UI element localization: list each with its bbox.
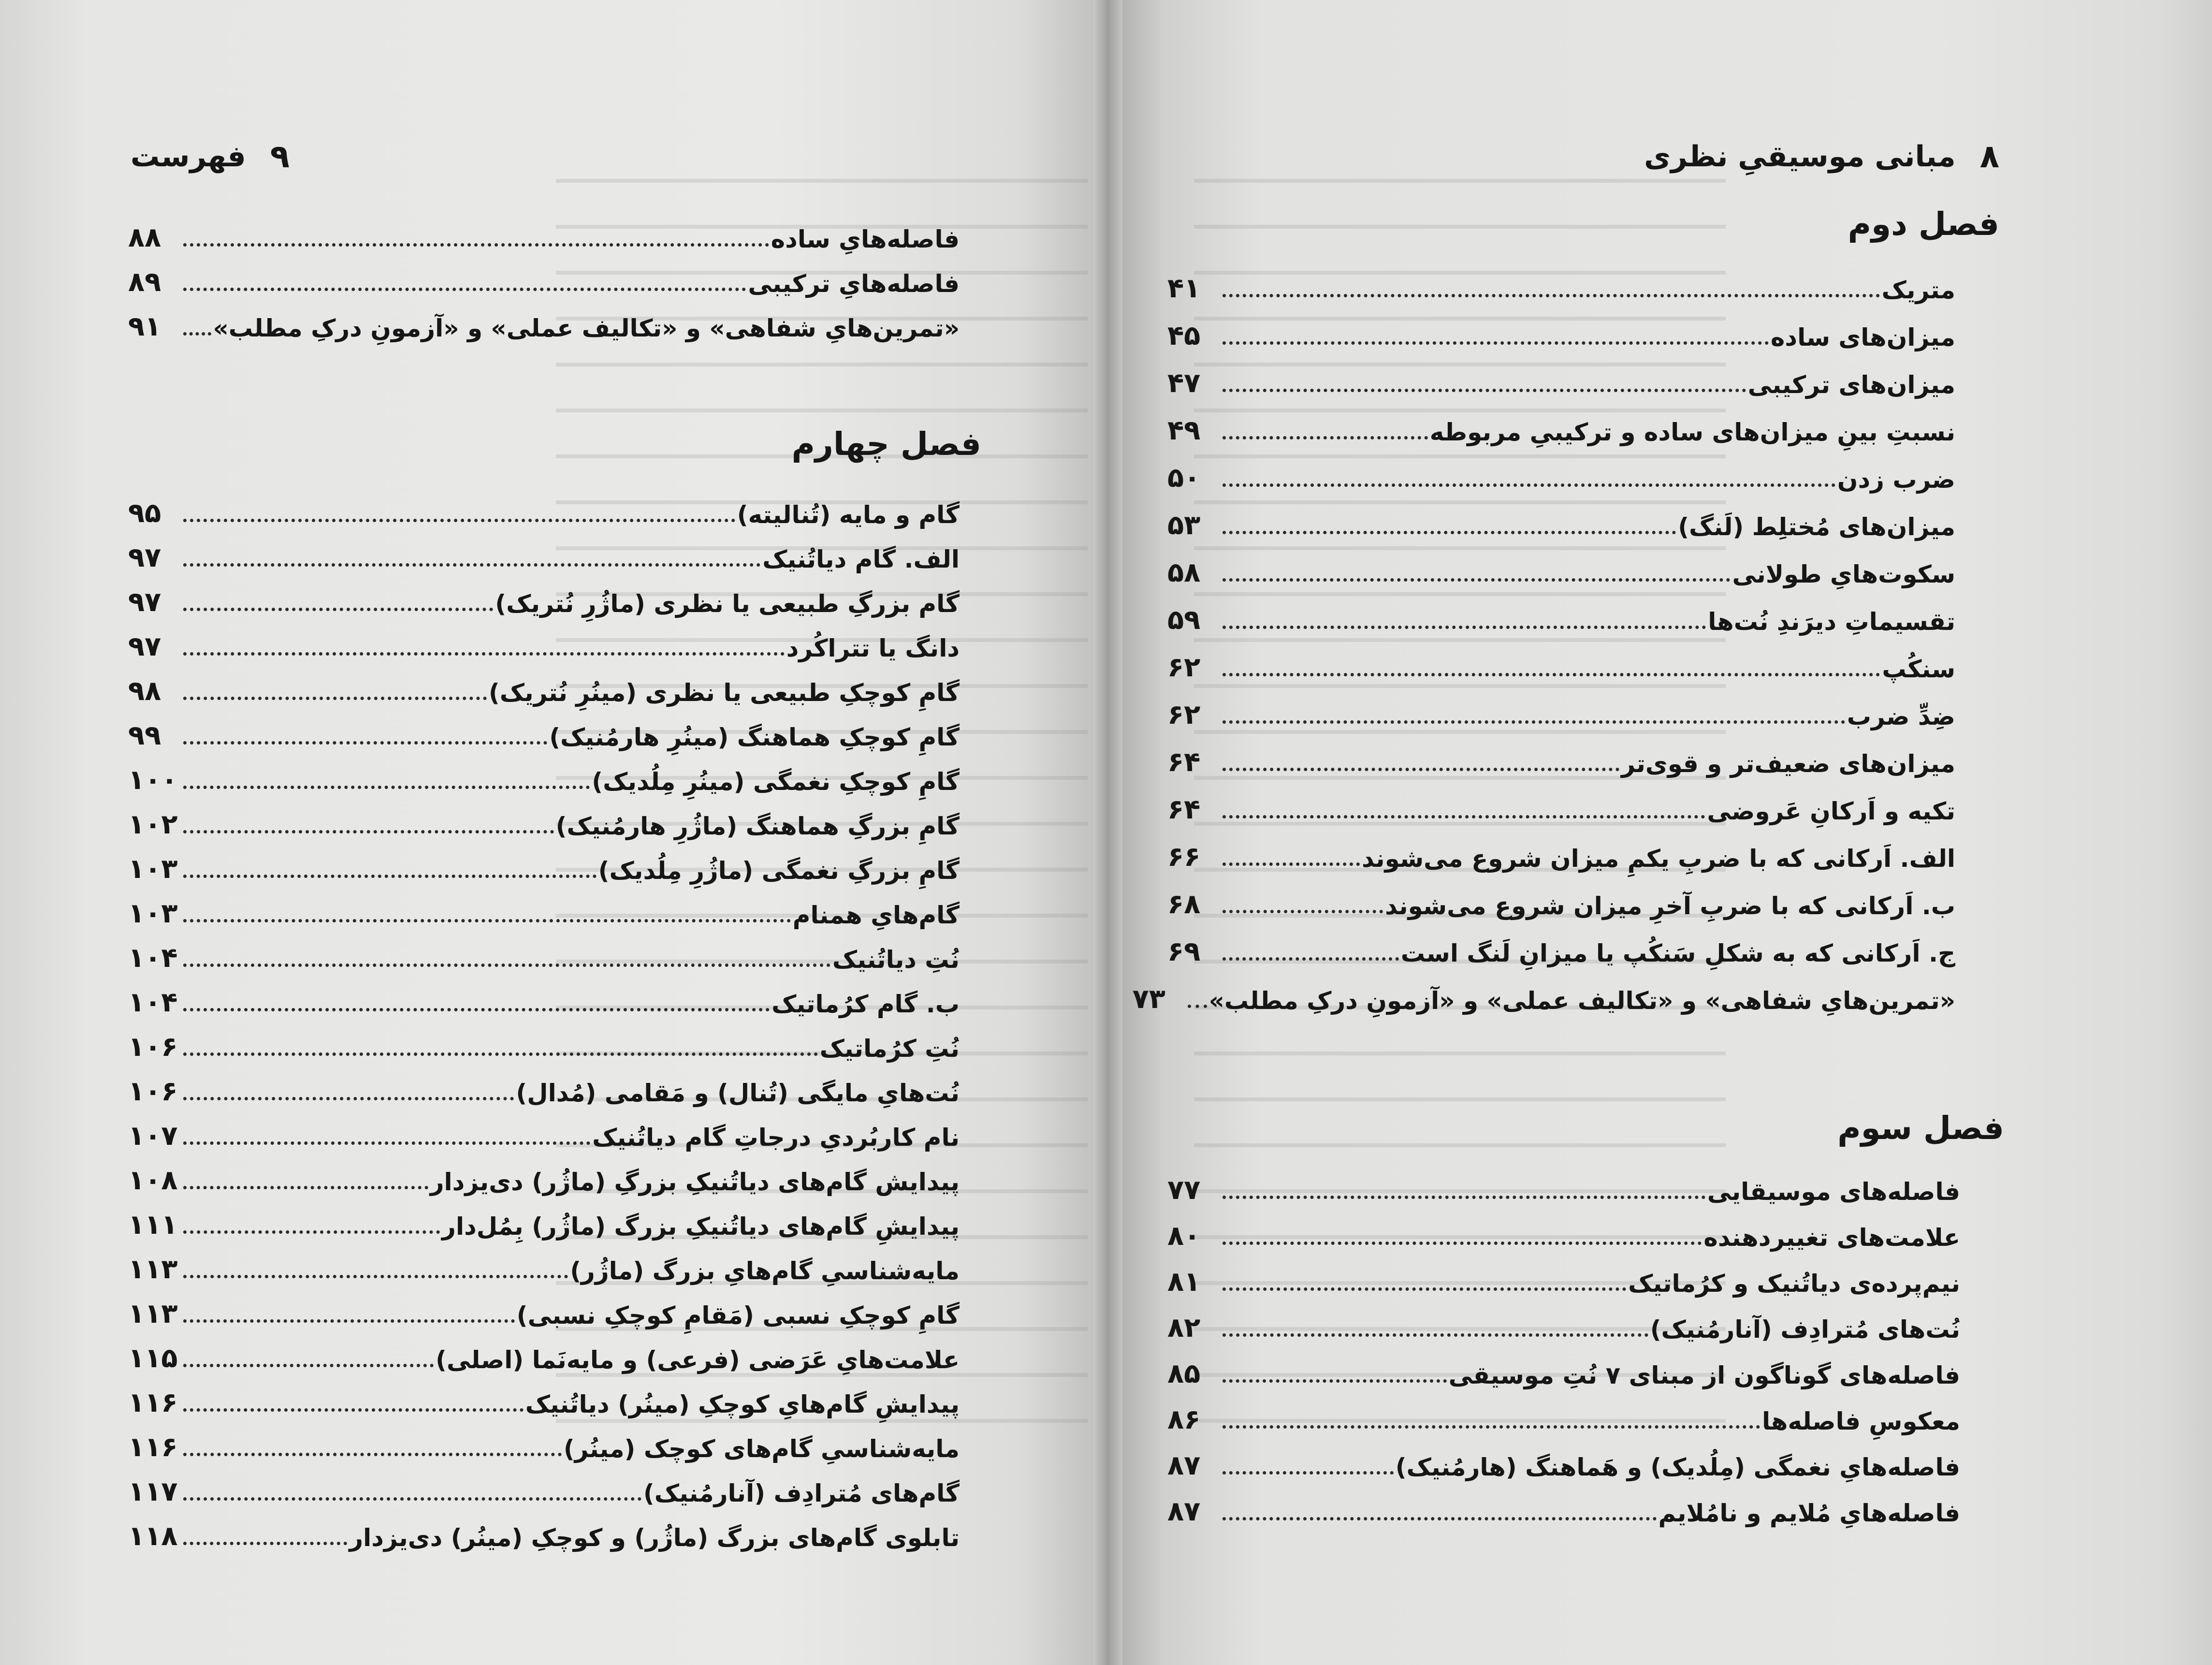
book-gutter [1093,0,1122,1665]
toc-top-entries [128,208,960,353]
chapter-title: فصل سوم [1837,1110,2004,1147]
page-number: ۹ [270,138,290,175]
toc-entry: گامِ کوچکِ نسبی (مَقامِ کوچکِ نسبی) ۱۱۳ [128,1298,960,1329]
toc-entry: میزان‌های ساده ۴۵ [1167,320,1955,351]
toc-entry: گامِ کوچکِ نغمگی (مینُرِ مِلُدیک) ۱۰۰ [128,764,960,796]
toc-entry: فاصله‌های گوناگون از مبنای ۷ نُتِ موسیقی ۸۵ [1167,1358,1960,1389]
toc-entry: الف. گام دیاتُنیک ۹۷ [128,542,960,573]
toc-entry: نُتِ کرُماتیک ۱۰۶ [128,1031,960,1063]
toc-entry: سکوت‌هایِ طولانی ۵۸ [1167,557,1955,588]
toc-entry: الف. اَرکانی که با ضربِ یکمِ میزان شروع می‌شوند ۶۶ [1167,841,1955,873]
toc-entry: فاصله‌هایِ ترکیبی ۸۹ [128,266,960,298]
toc-entry: مایه‌شناسیِ گام‌هایِ بزرگ (ماژُر) ۱۱۳ [128,1254,960,1285]
running-title: فهرست [131,139,246,174]
toc-entry: نام کاربُردیِ درجاتِ گام دیاتُنیک ۱۰۷ [128,1120,960,1152]
toc-entry: علامت‌هایِ عَرَضی (فرعی) و مایه‌نَما (اصلی) ۱۱۵ [128,1343,960,1374]
toc-entry: پیدایش گام‌های دیاتُنیکِ بزرگِ (ماژُر) دی‌یزدار ۱۰۸ [128,1165,960,1196]
toc-entry: ضرب زدن ۵۰ [1167,462,1955,494]
right-page [1107,0,2212,1665]
toc-chapter-3 [1167,1160,1960,1547]
toc-entry: فاصله‌هایِ نغمگی (مِلُدیک) و هَماهنگ (هارمُنیک) ۸۷ [1167,1450,1960,1481]
toc-entry: نسبتِ بینِ میزان‌های ساده و ترکیبیِ مربوطه ۴۹ [1167,415,1955,446]
toc-entry: گامِ کوچکِ هماهنگ (مینُرِ هارمُنیک) ۹۹ [128,720,960,751]
toc-entry: نُتِ دیاتُنیک ۱۰۴ [128,942,960,974]
running-title: مبانی موسیقیِ نظری [1644,139,1956,174]
toc-entry: گامِ کوچکِ طبیعی یا نظری (مینُرِ نُتریک) ۹۸ [128,675,960,707]
toc-entry: تابلوی گام‌های بزرگ (ماژُر) و کوچکِ (مینُر) دی‌یزدار ۱۱۸ [128,1520,960,1552]
toc-entry: ب. اَرکانی که با ضربِ آخرِ میزان شروع می‌شوند ۶۸ [1167,889,1955,920]
toc-entry: ج. اَرکانی که به شکلِ سَنکُپ یا میزانِ لَنگ است ۶۹ [1167,936,1955,967]
toc-entry: میزان‌های مُختلِط (لَنگ) ۵۳ [1167,510,1955,541]
toc-chapter-2 [1132,259,1955,1015]
toc-entry: نُت‌های مُترادِف (آنارمُنیک) ۸۲ [1167,1312,1960,1344]
toc-entry: گام‌هایِ همنام ۱۰۳ [128,898,960,929]
toc-chapter-4 [128,483,960,1571]
toc-entry: گامِ بزرگِ نغمگی (ماژُرِ مِلُدیک) ۱۰۳ [128,853,960,885]
toc-entry: «تمرین‌هایِ شفاهی» و «تکالیف عملی» و «آزمونِ درکِ مطلب» ۷۳ [1132,983,1955,1015]
toc-entry: میزان‌های ترکیبی ۴۷ [1167,367,1955,399]
right-page-header [1644,138,1999,175]
toc-entry: تکیه و اَرکانِ عَروضی ۶۴ [1167,794,1955,825]
toc-entry: دانگ یا تتراکُرد ۹۷ [128,631,960,662]
toc-entry: ضِدِّ ضرب ۶۲ [1167,699,1955,730]
left-page-header [131,138,290,175]
toc-entry: نُت‌هایِ مایگی (تُنال) و مَقامی (مُدال) ۱۰۶ [128,1076,960,1107]
toc-entry: میزان‌های ضعیف‌تر و قوی‌تر ۶۴ [1167,746,1955,778]
toc-entry: ب. گام کرُماتیک ۱۰۴ [128,987,960,1018]
toc-entry: گام‌های مُترادِف (آنارمُنیک) ۱۱۷ [128,1476,960,1507]
toc-entry: «تمرین‌هایِ شفاهی» و «تکالیف عملی» و «آزمونِ درکِ مطلب» ۹۱ [128,311,960,342]
toc-entry: متریک ۴۱ [1167,273,1955,304]
toc-entry: پیدایشِ گام‌های دیاتُنیکِ بزرگ (ماژُر) بِمُل‌دار ۱۱۱ [128,1209,960,1241]
toc-entry: گام و مایه (تُنالیته) ۹۵ [128,497,960,529]
toc-entry: فاصله‌هایِ ساده ۸۸ [128,222,960,253]
toc-entry: پیدایشِ گام‌هایِ کوچکِ (مینُر) دیاتُنیک ۱۱۶ [128,1387,960,1418]
toc-entry: سنکُپ ۶۲ [1167,652,1955,683]
toc-entry: گام بزرگِ طبیعی یا نظری (ماژُرِ نُتریک) ۹۷ [128,586,960,618]
toc-entry: علامت‌های تغییردهنده ۸۰ [1167,1220,1960,1252]
toc-entry: تقسیماتِ دیرَندِ نُت‌ها ۵۹ [1167,604,1955,636]
page-number: ۸ [1979,138,1999,175]
toc-entry: فاصله‌هایِ مُلایم و نامُلایم ۸۷ [1167,1496,1960,1527]
chapter-title: فصل چهارم [791,425,981,463]
toc-entry: معکوسِ فاصله‌ها ۸۶ [1167,1404,1960,1435]
toc-entry: فاصله‌های موسیقایی ۷۷ [1167,1174,1960,1206]
chapter-title: فصل دوم [1848,205,1999,243]
toc-entry: نیم‌پرده‌ی دیاتُنیک و کرُماتیک ۸۱ [1167,1266,1960,1298]
toc-entry: گامِ بزرگِ هماهنگ (ماژُرِ هارمُنیک) ۱۰۲ [128,809,960,840]
toc-entry: مایه‌شناسیِ گام‌های کوچک (مینُر) ۱۱۶ [128,1431,960,1463]
